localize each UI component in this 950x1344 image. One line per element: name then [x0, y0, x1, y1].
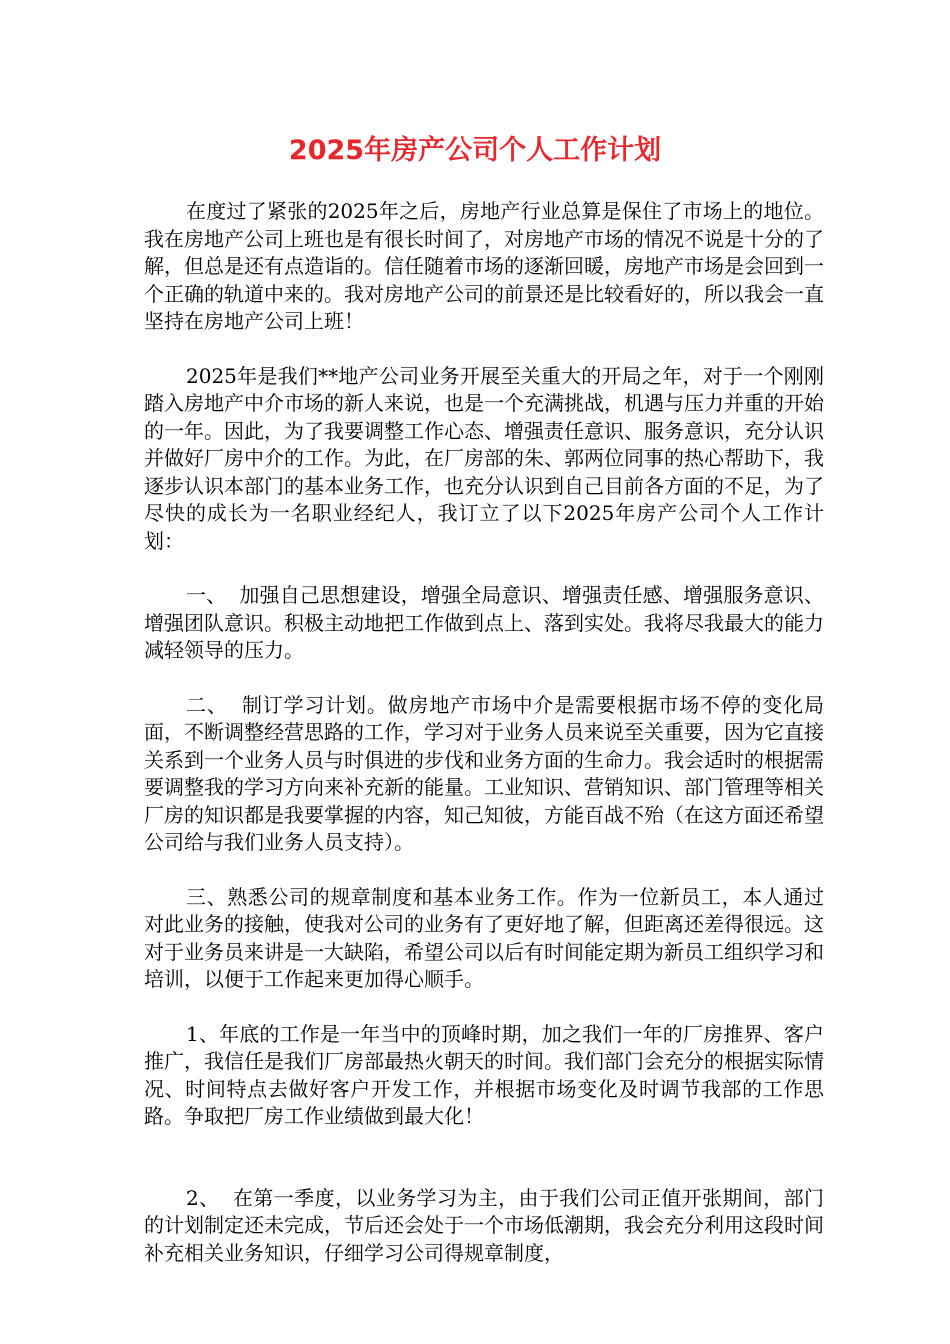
document-body	[144, 198, 824, 1294]
paragraph-point-1: 1、年底的工作是一年当中的顶峰时期，加之我们一年的厂房推界、客户推广，我信任是我们厂房部最热火朝天的时间。我们部门会充分的根据实际情况、时间特点去做好客户开发工作，并根据市场变化及时调节我部的工作思路。争取把厂房工作业绩做到最大化！	[144, 1021, 824, 1128]
document-title: 2025年房产公司个人工作计划	[288, 135, 662, 166]
paragraph-point-2: 2、 在第一季度，以业务学习为主，由于我们公司正值开张期间，部门的计划制定还未完成，节后还会处于一个市场低潮期，我会充分利用这段时间补充相关业务知识，仔细学习公司得规章制度，	[144, 1185, 824, 1265]
paragraph-item-one: 一、 加强自己思想建设，增强全局意识、增强责任感、增强服务意识、增强团队意识。积极主动地把工作做到点上、落到实处。我将尽我最大的能力减轻领导的压力。	[144, 583, 824, 662]
paragraph-background: 2025年是我们**地产公司业务开展至关重大的开局之年，对于一个刚刚踏入房地产中介市场的新人来说，也是一个充满挑战，机遇与压力并重的开始的一年。因此，为了我要调整工作心态、增强责任意识、服务意识，充分认识并做好厂房中介的工作。为此，在厂房部的朱、郭两位同事的热心帮助下，我逐步认识本部门的基本业务工作，也充分认识到自己目前各方面的不足，为了尽快的成长为一名职业经纪人，我订立了以下2025年房产公司个人工作计划：	[144, 363, 824, 553]
paragraph-item-two: 二、 制订学习计划。做房地产市场中介是需要根据市场不停的变化局面，不断调整经营思路的工作，学习对于业务人员来说至关重要，因为它直接关系到一个业务人员与时俱进的步伐和业务方面的生命力。我会适时的根据需要调整我的学习方向来补充新的能量。工业知识、营销知识、部门管理等相关厂房的知识都是我要掌握的内容，知己知彼，方能百战不殆（在这方面还希望公司给与我们业务人员支持）。	[144, 692, 824, 854]
paragraph-intro: 在度过了紧张的2025年之后，房地产行业总算是保住了市场上的地位。我在房地产公司上班也是有很长时间了，对房地产市场的情况不说是十分的了解，但总是还有点造诣的。信任随着市场的逐渐回暖，房地产市场是会回到一个正确的轨道中来的。我对房地产公司的前景还是比较看好的，所以我会一直坚持在房地产公司上班！	[144, 199, 824, 333]
paragraph-item-three: 三、熟悉公司的规章制度和基本业务工作。作为一位新员工，本人通过对此业务的接触，使我对公司的业务有了更好地了解，但距离还差得很远。这对于业务员来讲是一大缺陷，希望公司以后有时间能定期为新员工组织学习和培训，以便于工作起来更加得心顺手。	[144, 884, 824, 991]
